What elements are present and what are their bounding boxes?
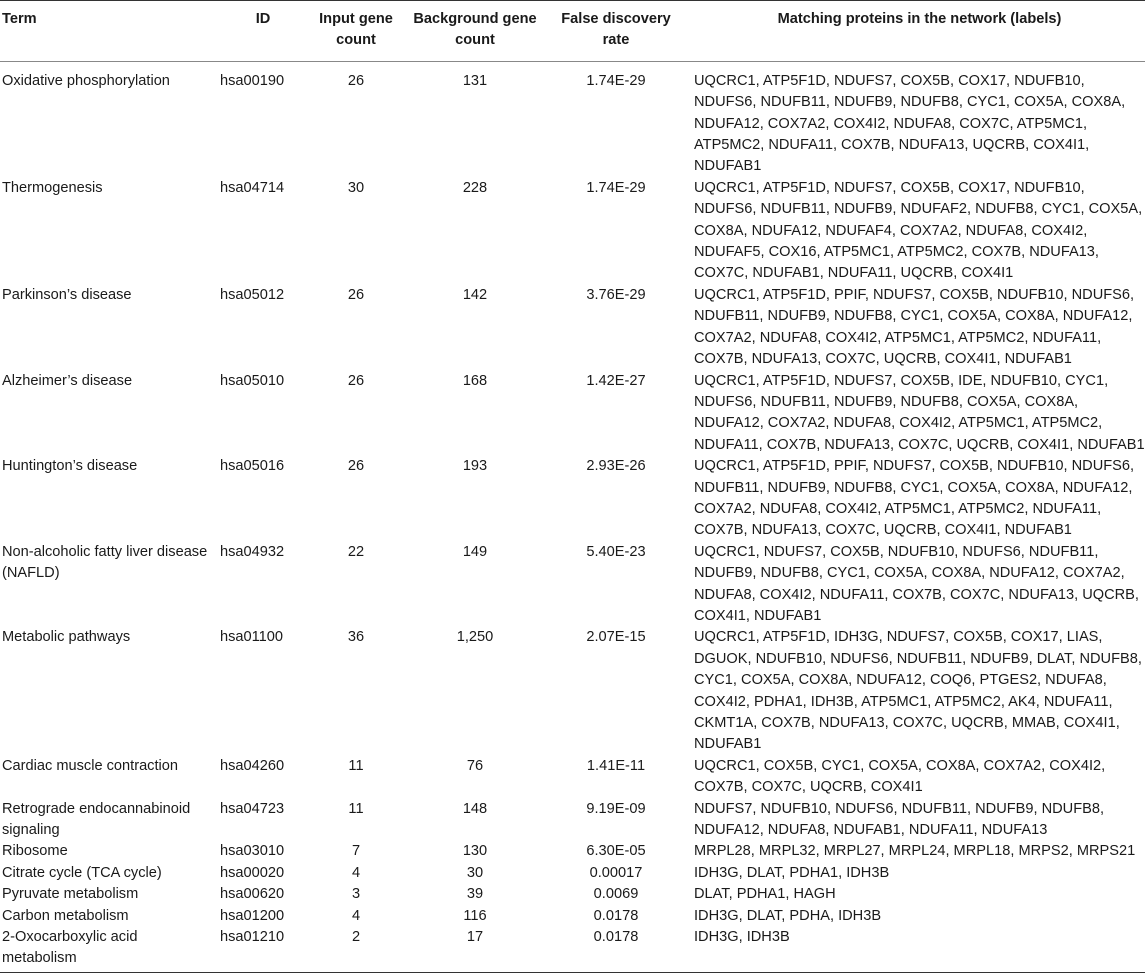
- cell-term: Citrate cycle (TCA cycle): [2, 864, 162, 881]
- cell-input-count: 11: [348, 757, 364, 774]
- cell-id: hsa04260: [220, 757, 285, 774]
- cell-id: hsa04723: [220, 800, 285, 817]
- cell-input-count: 26: [347, 286, 365, 303]
- header-matching-proteins: Matching proteins in the network (labels): [684, 1, 1145, 62]
- cell-proteins: UQCRC1, ATP5F1D, PPIF, NDUFS7, COX5B, NDUFB10, NDUFS6, NDUFB11, NDUFB9, NDUFB8, CYC1, COX5A, COX8A, NDUFA12, COX7A2, NDUFA8, COX4I2, ATP5MC1, ATP5MC2, NDUFA11, COX7B, NDUFA13, COX7C, UQCRB, COX4I1, NDUFAB1: [694, 286, 1135, 368]
- table-row: [0, 285, 1145, 371]
- cell-proteins: MRPL28, MRPL32, MRPL27, MRPL24, MRPL18, MRPS2, MRPS21: [694, 843, 1136, 860]
- cell-proteins: UQCRC1, ATP5F1D, NDUFS7, COX5B, COX17, NDUFB10, NDUFS6, NDUFB11, NDUFB9, NDUFB8, CYC1, COX5A, COX8A, NDUFA12, COX7A2, COX4I2, NDUFA8, COX7C, ATP5MC1, ATP5MC2, NDUFA11, COX7B, NDUFA13, UQCRB, COX4I1, NDUFAB1: [694, 72, 1126, 175]
- cell-fdr: 1.74E-29: [586, 179, 646, 196]
- table-row: [0, 884, 1145, 905]
- cell-input-count: 36: [347, 629, 365, 646]
- table-row: [0, 178, 1145, 285]
- cell-proteins: IDH3G, DLAT, PDHA1, IDH3B: [694, 864, 890, 881]
- table-row: [0, 863, 1145, 884]
- cell-proteins: UQCRC1, ATP5F1D, IDH3G, NDUFS7, COX5B, COX17, LIAS, DGUOK, NDUFB10, NDUFS6, NDUFB11, NDUFB9, DLAT, NDUFB8, CYC1, COX5A, COX8A, NDUFA12, COQ6, PTGES2, NDUFA8, COX4I2, PDHA1, IDH3B, ATP5MC1, ATP5MC2, AK4, NDUFA11, CKMT1A, COX7B, NDUFA13, COX7C, UQCRB, MMAB, COX4I1, NDUFAB1: [694, 629, 1142, 753]
- cell-input-count: 3: [351, 886, 361, 903]
- cell-input-count: 4: [351, 864, 361, 881]
- cell-fdr: 0.0069: [593, 886, 639, 903]
- table-body: [0, 61, 1145, 972]
- cell-id: hsa00620: [220, 886, 285, 903]
- cell-proteins: IDH3G, IDH3B: [684, 927, 1145, 972]
- cell-background-count: 30: [466, 864, 484, 881]
- table-row: [0, 627, 1145, 755]
- cell-input-count: 26: [347, 372, 365, 389]
- cell-input-count: 26: [347, 72, 365, 89]
- cell-input-count: 4: [351, 907, 361, 924]
- cell-background-count: 149: [462, 543, 488, 560]
- header-background-gene-count: Background gene count: [402, 1, 548, 62]
- cell-background-count: 228: [462, 179, 488, 196]
- cell-fdr: 6.30E-05: [586, 843, 646, 860]
- table-row: [0, 371, 1145, 457]
- cell-id: hsa00020: [220, 864, 285, 881]
- table-row: [0, 799, 1145, 842]
- cell-term: Metabolic pathways: [2, 629, 131, 646]
- cell-background-count: 39: [466, 886, 484, 903]
- cell-fdr: 1.74E-29: [586, 72, 646, 89]
- cell-background-count: 168: [462, 372, 488, 389]
- cell-term: Non-alcoholic fatty liver disease (NAFLD): [2, 543, 208, 582]
- cell-fdr: 0.0178: [548, 927, 684, 972]
- table-row: [0, 542, 1145, 628]
- cell-proteins: UQCRC1, ATP5F1D, NDUFS7, COX5B, IDE, NDUFB10, CYC1, NDUFS6, NDUFB11, NDUFB9, NDUFB8, COX5A, COX8A, NDUFA12, COX7A2, NDUFA8, COX4I2, ATP5MC1, ATP5MC2, NDUFA11, COX7B, NDUFA13, COX7C, UQCRB, COX4I1, NDUFAB1: [694, 372, 1145, 453]
- cell-input-count: 26: [347, 458, 365, 475]
- cell-term: 2-Oxocarboxylic acid metabolism: [0, 927, 216, 972]
- cell-fdr: 5.40E-23: [586, 543, 646, 560]
- cell-input-count: 30: [347, 179, 365, 196]
- cell-id: hsa01200: [220, 907, 285, 924]
- cell-id: hsa01210: [216, 927, 310, 972]
- cell-id: hsa05012: [220, 286, 285, 303]
- header-term: Term: [0, 1, 216, 62]
- cell-fdr: 1.42E-27: [586, 372, 646, 389]
- cell-term: Parkinson’s disease: [2, 286, 132, 303]
- cell-proteins: UQCRC1, COX5B, CYC1, COX5A, COX8A, COX7A2, COX4I2, COX7B, COX7C, UQCRB, COX4I1: [694, 757, 1106, 796]
- table-row: [0, 456, 1145, 542]
- header-input-gene-count: Input gene count: [310, 1, 402, 62]
- cell-term: Pyruvate metabolism: [2, 886, 139, 903]
- table-row: [0, 841, 1145, 862]
- cell-background-count: 148: [462, 800, 488, 817]
- cell-id: hsa04932: [220, 543, 285, 560]
- cell-background-count: 130: [462, 843, 488, 860]
- cell-input-count: 11: [348, 800, 364, 817]
- cell-input-count: 7: [351, 843, 361, 860]
- cell-proteins: NDUFS7, NDUFB10, NDUFS6, NDUFB11, NDUFB9, NDUFB8, NDUFA12, NDUFA8, NDUFAB1, NDUFA11, NDUFA13: [694, 800, 1105, 839]
- cell-term: Carbon metabolism: [2, 907, 129, 924]
- cell-term: Alzheimer’s disease: [2, 372, 133, 389]
- cell-id: hsa01100: [220, 629, 284, 646]
- cell-proteins: UQCRC1, NDUFS7, COX5B, NDUFB10, NDUFS6, NDUFB11, NDUFB9, NDUFB8, CYC1, COX5A, COX8A, NDUFA12, COX7A2, NDUFA8, COX4I2, NDUFA11, COX7B, COX7C, NDUFA13, UQCRB, COX4I1, NDUFAB1: [694, 543, 1139, 624]
- cell-background-count: 193: [462, 458, 488, 475]
- cell-fdr: 1.41E-11: [586, 757, 646, 774]
- cell-fdr: 3.76E-29: [586, 286, 646, 303]
- cell-proteins: UQCRC1, ATP5F1D, PPIF, NDUFS7, COX5B, NDUFB10, NDUFS6, NDUFB11, NDUFB9, NDUFB8, CYC1, COX5A, COX8A, NDUFA12, COX7A2, NDUFA8, COX4I2, ATP5MC1, ATP5MC2, NDUFA11, COX7B, NDUFA13, COX7C, UQCRB, COX4I1, NDUFAB1: [694, 458, 1135, 539]
- cell-fdr: 0.00017: [589, 864, 643, 881]
- table-header: [0, 1, 1145, 62]
- cell-proteins: DLAT, PDHA1, HAGH: [694, 886, 836, 903]
- table-row: [0, 927, 1145, 972]
- cell-background-count: 116: [463, 907, 487, 924]
- header-id: ID: [216, 1, 310, 62]
- cell-input-count: 2: [310, 927, 402, 972]
- cell-id: hsa05010: [220, 372, 285, 389]
- cell-id: hsa00190: [220, 72, 285, 89]
- cell-id: hsa05016: [220, 458, 285, 475]
- cell-term: Huntington’s disease: [2, 458, 138, 475]
- cell-background-count: 1,250: [456, 629, 494, 646]
- cell-term: Thermogenesis: [2, 179, 103, 196]
- header-false-discovery-rate: False discovery rate: [548, 1, 684, 62]
- cell-fdr: 2.93E-26: [586, 458, 646, 475]
- cell-term: Cardiac muscle contraction: [2, 757, 179, 774]
- cell-background-count: 131: [462, 72, 488, 89]
- cell-id: hsa04714: [220, 179, 285, 196]
- cell-fdr: 0.0178: [593, 907, 639, 924]
- cell-term: Ribosome: [2, 843, 68, 860]
- table-row: [0, 756, 1145, 799]
- cell-fdr: 2.07E-15: [586, 629, 646, 646]
- cell-fdr: 9.19E-09: [586, 800, 646, 817]
- cell-background-count: 17: [402, 927, 548, 972]
- header-row: [0, 1, 1145, 62]
- cell-id: hsa03010: [220, 843, 285, 860]
- cell-background-count: 76: [466, 757, 484, 774]
- cell-proteins: IDH3G, DLAT, PDHA, IDH3B: [694, 907, 882, 924]
- cell-background-count: 142: [462, 286, 488, 303]
- cell-term: Oxidative phosphorylation: [2, 72, 170, 89]
- cell-input-count: 22: [347, 543, 365, 560]
- cell-proteins: UQCRC1, ATP5F1D, NDUFS7, COX5B, COX17, NDUFB10, NDUFS6, NDUFB11, NDUFB9, NDUFAF2, NDUFB8, CYC1, COX5A, COX8A, NDUFA12, NDUFAF4, COX7A2, NDUFA8, COX4I2, NDUFAF5, COX16, ATP5MC1, ATP5MC2, COX7B, NDUFA13, COX7C, NDUFAB1, NDUFA11, UQCRB, COX4I1: [694, 179, 1143, 282]
- cell-term: Retrograde endocannabinoid signaling: [2, 800, 191, 839]
- table-row: [0, 61, 1145, 178]
- table-row: [0, 906, 1145, 927]
